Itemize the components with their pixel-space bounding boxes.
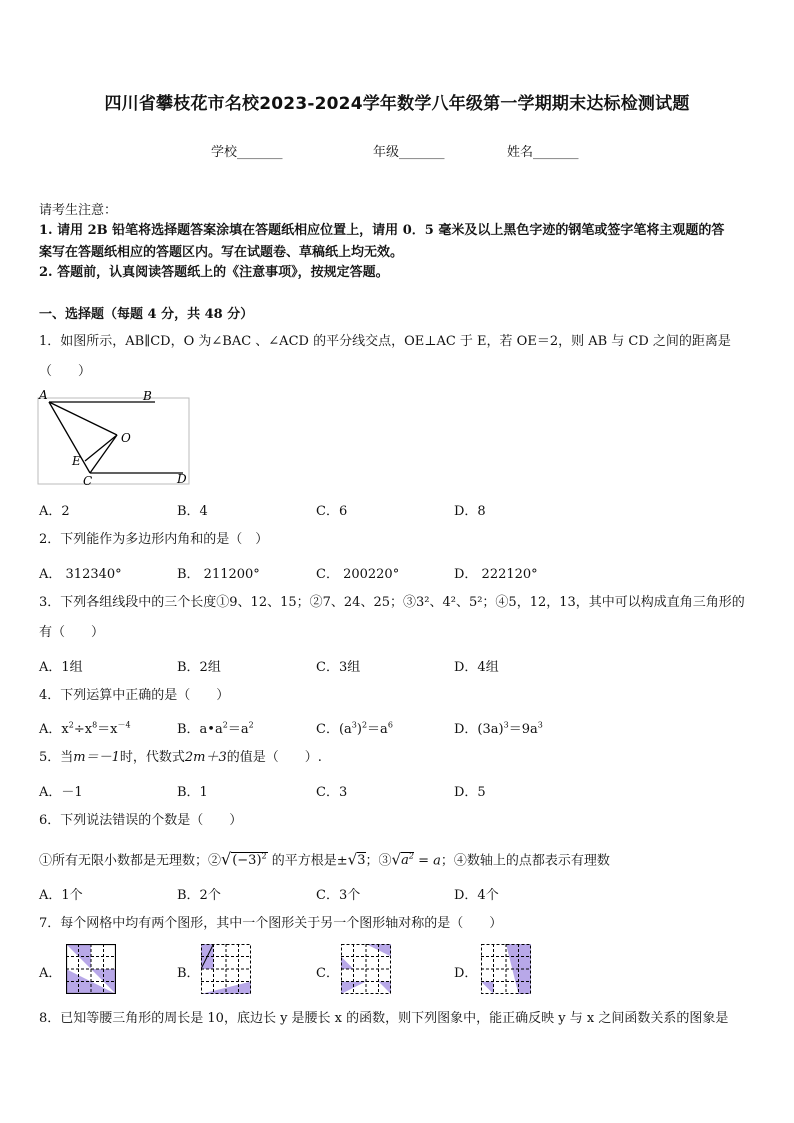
- notice-line-2: 2. 答题前，认真阅读答题纸上的《注意事项》，按规定答题。: [39, 265, 389, 280]
- q3-option-c: C．3组: [316, 660, 361, 675]
- q7-label-d: D．: [454, 966, 478, 981]
- q7-label-b: B．: [177, 966, 200, 981]
- q6-option-d: D．4个: [454, 888, 499, 903]
- q1-option-b: B．4: [177, 504, 208, 519]
- q6-option-a: A．1个: [39, 888, 83, 903]
- q3-option-b: B．2组: [177, 660, 221, 675]
- q5-option-a: A．－1: [39, 785, 83, 800]
- q3-text: 3．下列各组线段中的三个长度①9、12、15；②7、24、25；③3²、4²、5²；④5，12，13，其中可以构成直角三角形的: [39, 595, 745, 610]
- q7-grid-d: [481, 944, 531, 994]
- q3-text-cont: 有（ ）: [39, 625, 105, 640]
- school-field: 学校_______: [211, 145, 283, 160]
- q7-label-a: A．: [39, 966, 62, 981]
- q7-text: 7．每个网格中均有两个图形，其中一个图形关于另一个图形轴对称的是（ ）: [39, 916, 503, 931]
- q2-text: 2．下列能作为多边形内角和的是（ ）: [39, 532, 269, 547]
- q5-expr-m: m＝－1: [73, 750, 120, 765]
- name-field: 姓名_______: [507, 145, 579, 160]
- q2-option-d: D． 222120°: [454, 567, 538, 582]
- q4-option-a: A．$x^2\div x^8=x^{-4}$: [39, 720, 131, 737]
- q3-option-a: A．1组: [39, 660, 83, 675]
- q1-paren: （ ）: [39, 364, 92, 379]
- q2-option-c: C． 200220°: [316, 567, 400, 582]
- notice-heading: 请考生注意：: [39, 203, 118, 218]
- q2-option-a: A． 312340°: [39, 567, 122, 582]
- q6-text: 6．下列说法错误的个数是（ ）: [39, 813, 243, 828]
- q1-option-c: C．6: [316, 504, 348, 519]
- q4-option-c: C．$(a^3)^2=a^6$: [316, 720, 393, 737]
- label-b: B: [143, 389, 152, 403]
- q6-option-c: C．3个: [316, 888, 361, 903]
- label-e: E: [72, 454, 81, 468]
- q5-expr: 2m＋3: [184, 750, 227, 765]
- q5-text: 5．当m＝－1时，代数式2m＋3的值是（ ）.: [39, 750, 322, 765]
- q1-geometry-figure: [37, 387, 190, 487]
- notice-line-1a: 1. 请用 2B 铅笔将选择题答案涂填在答题纸相应位置上，请用 0．5 毫米及以上黑色字迹的钢笔或签字笔将主观题的答: [39, 223, 725, 238]
- label-a: A: [39, 388, 48, 402]
- q4-option-d: D．$(3a)^3=9a^3$: [454, 720, 543, 737]
- q7-grid-a: [66, 944, 116, 994]
- label-o: O: [121, 431, 131, 445]
- q6-radicand-1: $(-3)^2$: [232, 852, 267, 869]
- q4-option-b: B．$a•a^2=a^2$: [177, 720, 254, 737]
- q5-option-c: C．3: [316, 785, 348, 800]
- q6-option-b: B．2个: [177, 888, 221, 903]
- q6-radicand-3: $a^2$: [401, 852, 414, 869]
- section-heading: 一、选择题（每题 4 分，共 48 分）: [39, 307, 254, 322]
- notice-line-1b: 案写在答题纸相应的答题区内。写在试题卷、草稿纸上均无效。: [39, 245, 404, 260]
- q6-radicand-2: 3: [357, 853, 366, 869]
- q1-text: 1．如图所示，AB∥CD，O 为∠BAC 、∠ACD 的平分线交点，OE⊥AC 于 E，若 OE＝2，则 AB 与 CD 之间的距离是: [39, 334, 731, 349]
- q1-option-d: D．8: [454, 504, 486, 519]
- q6-statements: ①所有无限小数都是无理数；$②√(-3)^2$ 的平方根是±√3；$③√a^2 = a$；④数轴上的点都表示有理数: [39, 849, 610, 869]
- q7-grid-b: [201, 944, 251, 994]
- label-d: D: [177, 472, 187, 486]
- page-title: 四川省攀枝花市名校2023-2024学年数学八年级第一学期期末达标检测试题: [104, 94, 690, 114]
- q2-option-b: B． 211200°: [177, 567, 260, 582]
- grade-field: 年级_______: [373, 145, 445, 160]
- q1-option-a: A．2: [39, 504, 70, 519]
- q3-option-d: D．4组: [454, 660, 499, 675]
- q8-text: 8．已知等腰三角形的周长是 10，底边长 y 是腰长 x 的函数，则下列图象中，能正确反映 y 与 x 之间函数关系的图象是: [39, 1011, 729, 1026]
- q4-text: 4．下列运算中正确的是（ ）: [39, 688, 230, 703]
- q5-option-d: D．5: [454, 785, 486, 800]
- label-c: C: [83, 474, 93, 487]
- q5-option-b: B．1: [177, 785, 208, 800]
- q7-grid-c: [341, 944, 391, 994]
- q7-label-c: C．: [316, 966, 339, 981]
